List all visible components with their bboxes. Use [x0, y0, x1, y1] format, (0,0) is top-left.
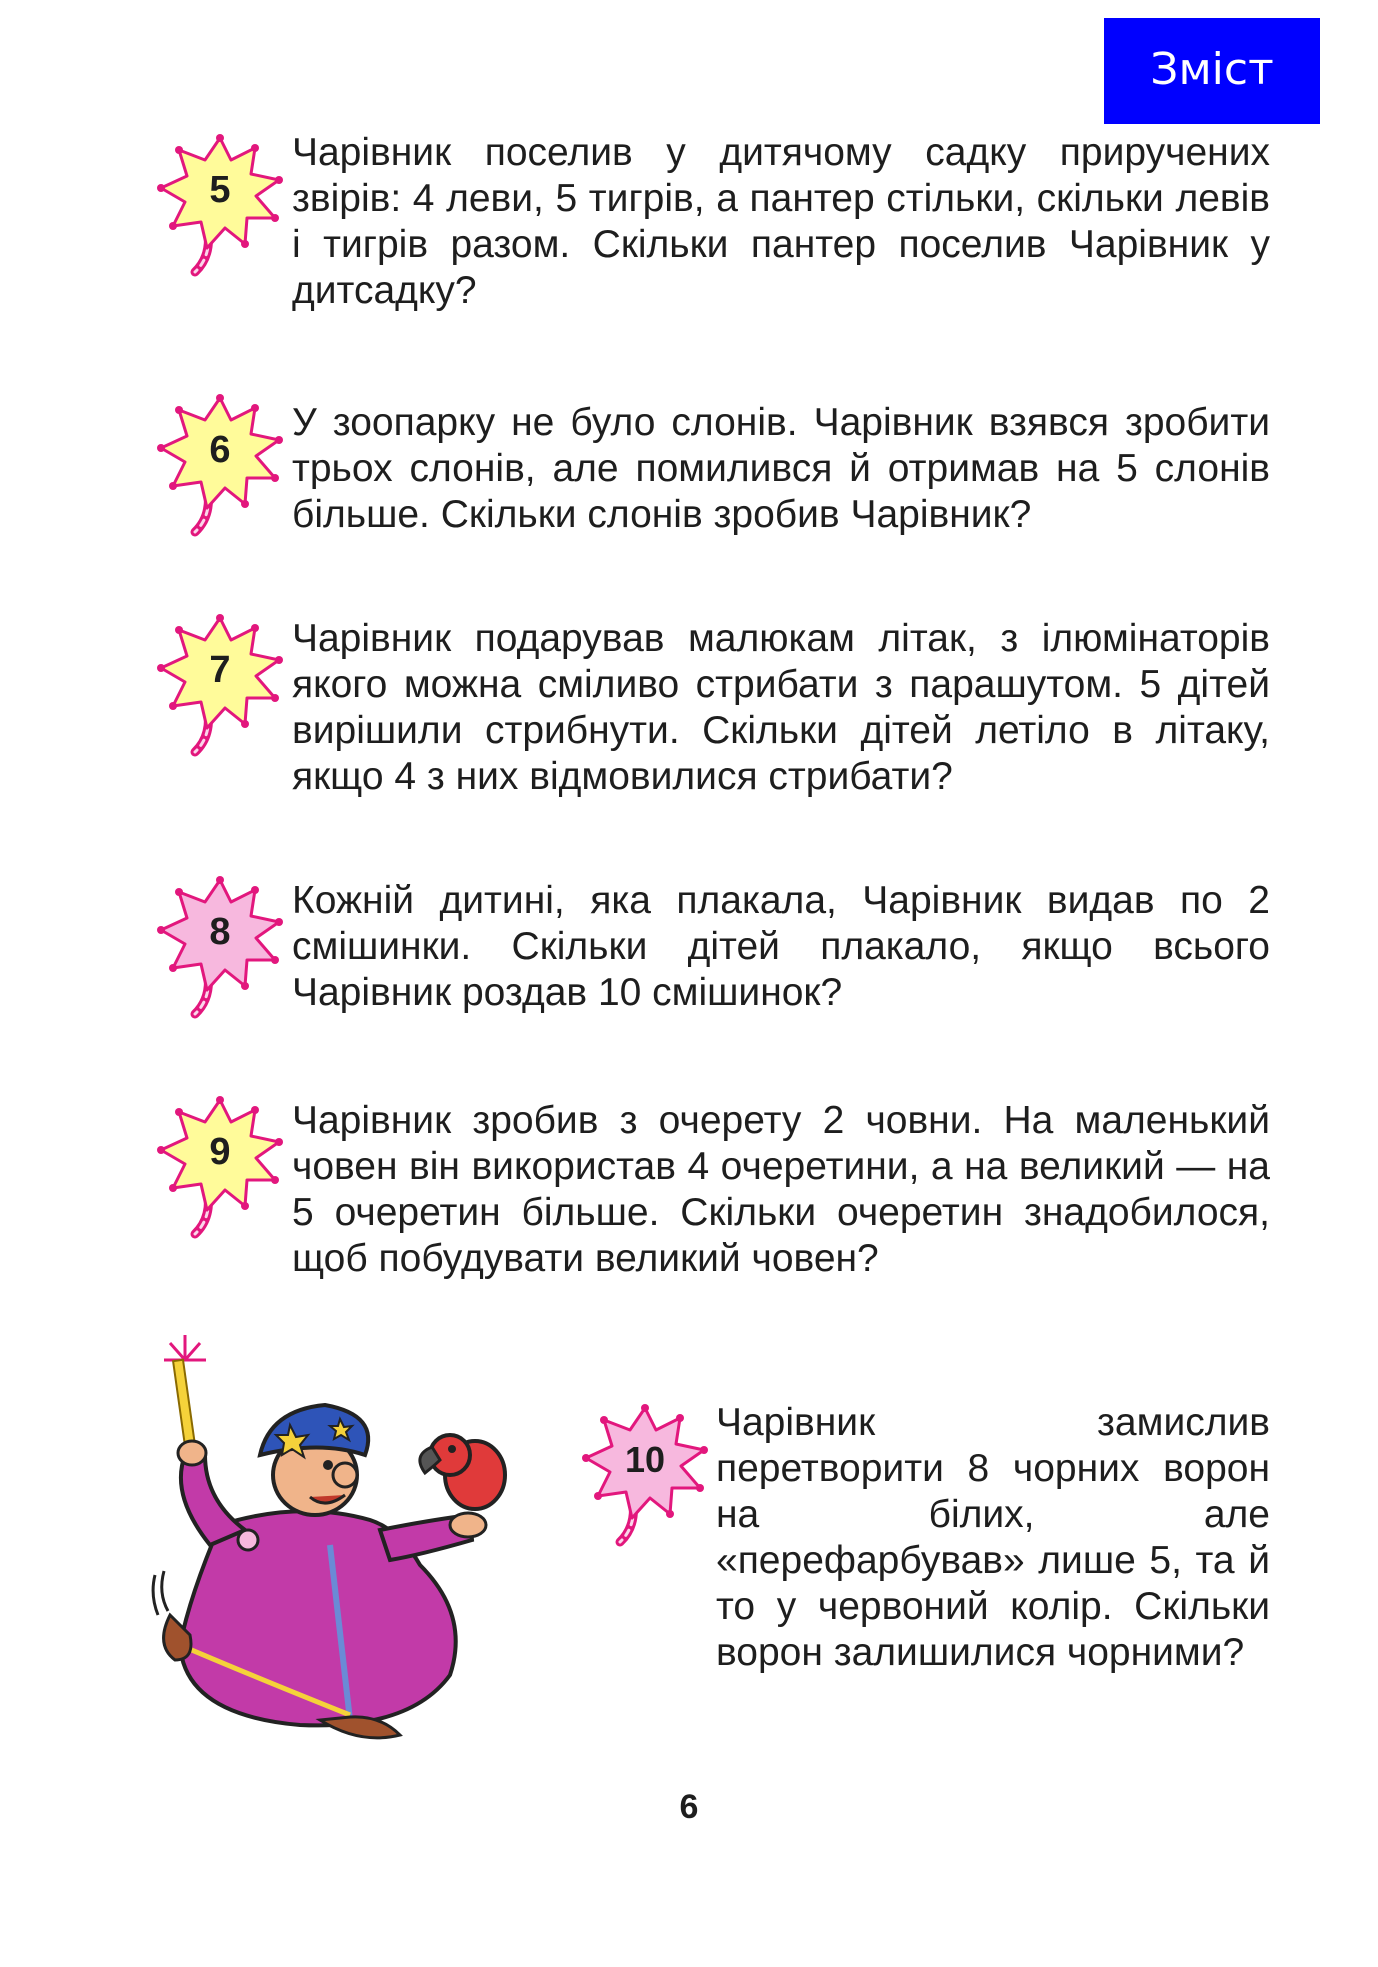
task-number: 8 [209, 911, 231, 953]
page-number: 6 [679, 1788, 699, 1826]
task-number: 5 [209, 169, 231, 211]
star-badge-icon [155, 610, 285, 760]
contents-button[interactable]: Зміст [1104, 18, 1320, 124]
task-number: 10 [624, 1439, 666, 1480]
star-badge-icon [155, 1092, 285, 1242]
star-badge-icon [155, 390, 285, 540]
star-badge-icon [580, 1400, 710, 1550]
task-text: Чарівник поселив у дитячому садку приручених звірів: 4 леви, 5 тигрів, а пантер стільки, скільки левів і тигрів разом. Скільки пантер поселив Чарівник у дитсадку? [292, 131, 1270, 312]
star-badge-icon [155, 872, 285, 1022]
task-text: Кожній дитині, яка плакала, Чарівник видав по 2 смішинки. Скільки дітей плакало, якщо всього Чарівник роздав 10 смішинок? [292, 879, 1270, 1014]
task-text: Чарівник подарував малюкам літак, з ілюмінаторів якого можна сміливо стрибати з парашутом. 5 дітей вирішили стрибнути. Скільки дітей летіло в літаку, якщо 4 з них відмовилися стрибати? [292, 617, 1270, 798]
task-text: У зоопарку не було слонів. Чарівник взявся зробити трьох слонів, але помилився й отримав на 5 слонів більше. Скільки слонів зробив Чарівник? [292, 401, 1270, 536]
task-number: 9 [209, 1131, 231, 1173]
task-number: 6 [209, 429, 231, 471]
star-badge-icon [155, 130, 285, 280]
task-text: Чарівник зробив з очерету 2 човни. На маленький човен він використав 4 очеретини, а на великий — на 5 очеретин більше. Скільки очеретин знадобилося, щоб побудувати великий човен? [292, 1099, 1270, 1280]
task-number: 7 [209, 649, 231, 691]
task-text: Чарівник замислив перетворити 8 чорних ворон на білих, але «перефарбував» лише 5, та й то у червоний колір. Скільки ворон залишилися чорними? [716, 1401, 1270, 1674]
wizard-illustration [150, 1315, 540, 1755]
